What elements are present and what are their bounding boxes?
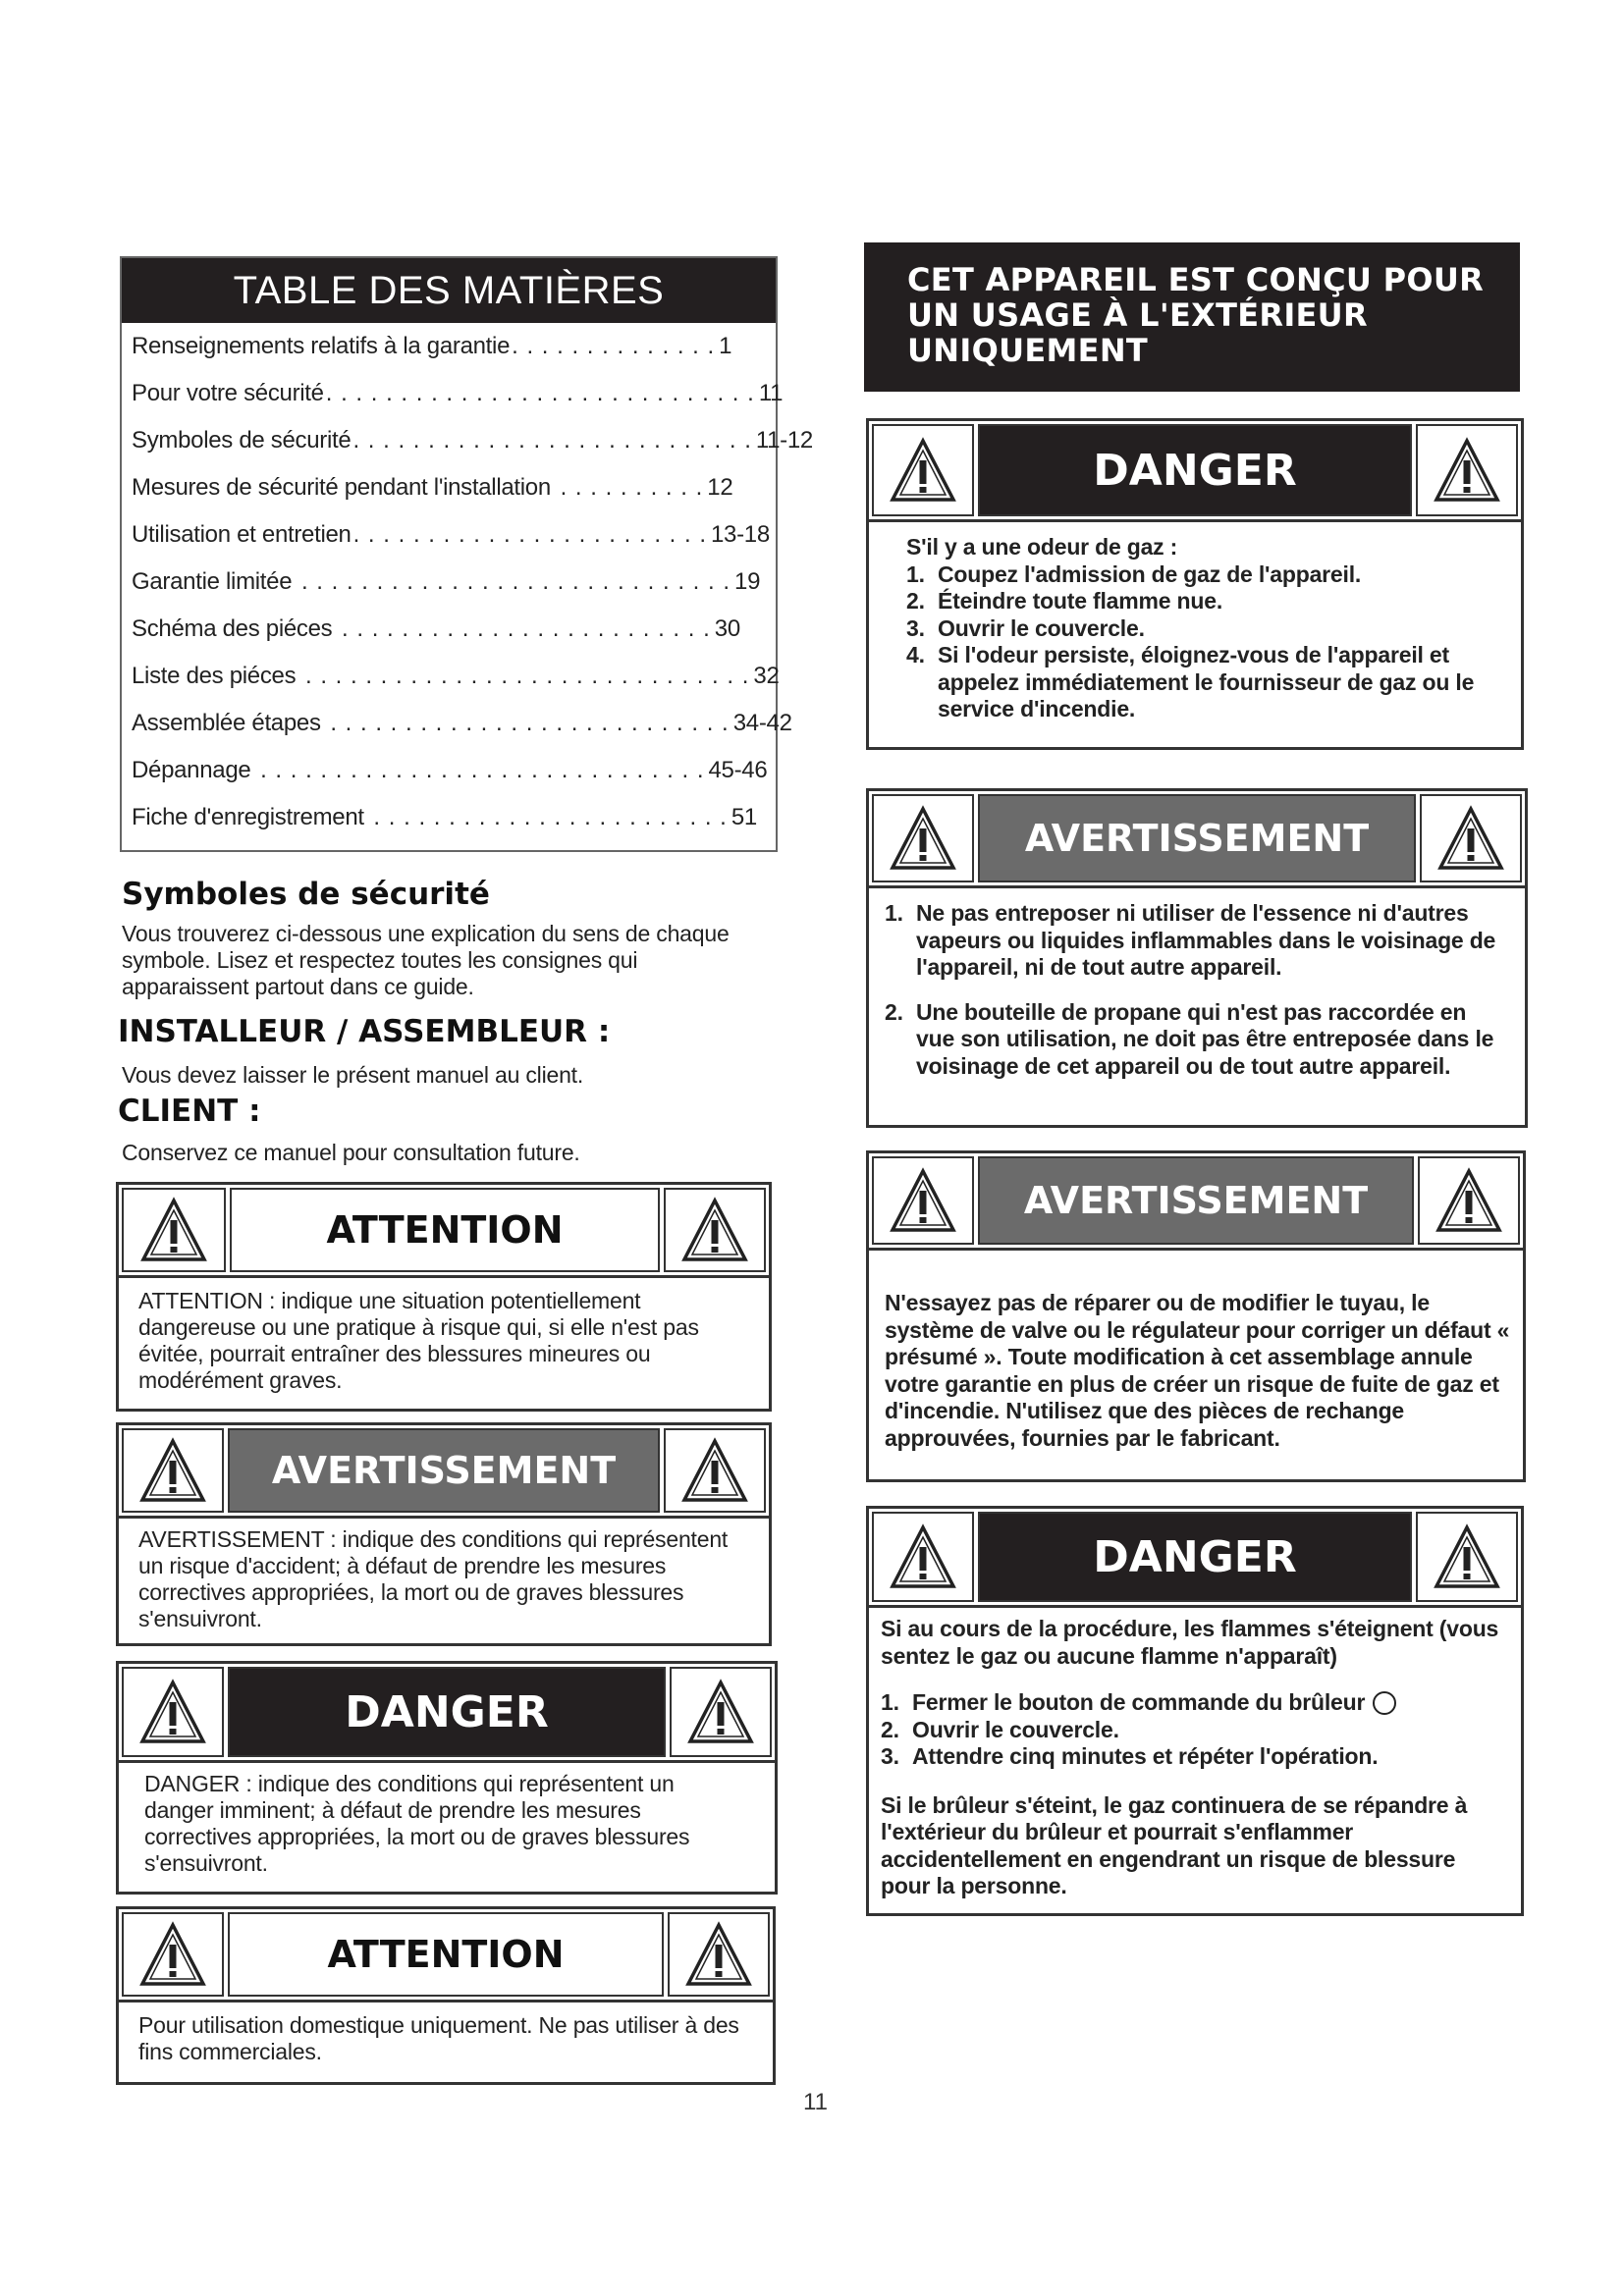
warning-triangle-icon <box>664 1428 766 1513</box>
danger-box <box>116 1661 778 1895</box>
banner-line-3: UNIQUEMENT <box>907 332 1149 369</box>
avertissement-box <box>116 1422 772 1646</box>
list-item-text: Attendre cinq minutes et répéter l'opération. <box>912 1743 1379 1769</box>
toc-entry-dots: . . . . . . . . . . . . . . . . . . . . . . . . . . . <box>352 427 752 454</box>
warning-triangle-icon <box>872 1156 974 1245</box>
toc-list <box>122 323 813 841</box>
list-item-number: 3. <box>881 1743 899 1769</box>
list-item-text: Ne pas entreposer ni utiliser de l'essence ni d'autres vapeurs ou liquides inflammables dans le voisinage de l'appareil, ni de tout autre appareil. <box>916 900 1496 980</box>
warning-triangle-icon <box>1420 794 1522 882</box>
client-text: Conservez ce manuel pour consultation future. <box>122 1140 580 1165</box>
toc-entry <box>132 559 776 606</box>
attention-title: ATTENTION <box>228 1912 664 1997</box>
list-item <box>906 615 1484 643</box>
toc-entry-dots: . . . . . . . . . . . . . . . . . . . . . . . . <box>352 521 707 548</box>
list-item-number: 4. <box>906 642 925 667</box>
toc-entry-page: 51 <box>731 804 757 830</box>
toc-entry-dots: . . . . . . . . . . . . . . . . . . . . . . . . . . . <box>322 710 730 736</box>
danger-intro: S'il y a une odeur de gaz : <box>906 534 1178 560</box>
danger-gas-odor-box <box>866 418 1524 750</box>
toc-entry-dots: . . . . . . . . . . . . . . . . . . . . . . . . . . . . . <box>325 380 755 406</box>
list-item-text: Ouvrir le couvercle. <box>938 614 1145 641</box>
toc-entry <box>132 700 792 747</box>
list-item-number: 2. <box>881 1716 899 1742</box>
safety-symbols-heading: Symboles de sécurité <box>122 877 490 912</box>
list-item-number: 1. <box>906 561 925 587</box>
toc-entry <box>132 606 776 653</box>
toc-entry-label: Fiche d'enregistrement <box>132 804 364 830</box>
list-item-text: Fermer le bouton de commande du brûleur <box>912 1689 1396 1717</box>
toc-entry-label: Mesures de sécurité pendant l'installation <box>132 474 551 501</box>
toc-entry-page: 11 <box>758 380 784 406</box>
banner-line-1: CET APPAREIL EST CONÇU POUR <box>907 261 1485 298</box>
toc-entry-page: 11-12 <box>755 427 813 454</box>
list-item-number: 3. <box>906 614 925 641</box>
table-of-contents <box>120 256 813 852</box>
danger-title: DANGER <box>228 1667 666 1757</box>
attention-box-2 <box>116 1906 776 2085</box>
attention-box-1 <box>116 1182 772 1412</box>
toc-entry-label: Renseignements relatifs à la garantie <box>132 333 511 359</box>
danger-outro: Si le brûleur s'éteint, le gaz continuera de se répandre à l'extérieur du brûleur et pourrait s'enflammer accidentellement en engendrant un risque de blessure pour la personne. <box>881 1791 1468 1898</box>
toc-entry-label: Liste des piéces <box>132 663 297 689</box>
toc-entry-page: 13-18 <box>711 521 770 548</box>
toc-entry-label: Utilisation et entretien <box>132 521 352 548</box>
avertissement-flammables-box <box>866 788 1528 1128</box>
list-item-text: Une bouteille de propane qui n'est pas raccordée en vue son utilisation, ne doit pas être entreposée dans le voisinage de cet appareil ou de tout autre appareil. <box>916 998 1494 1079</box>
toc-entry-dots: . . . . . . . . . . . . . . . . . . . . . . . . . . . . . . <box>298 663 750 689</box>
toc-entry-label: Schéma des piéces <box>132 615 333 642</box>
toc-entry-dots: . . . . . . . . . . . . . . . . . . . . . . . . <box>365 804 728 830</box>
avertissement-title: AVERTISSEMENT <box>228 1428 660 1513</box>
warning-triangle-icon <box>670 1667 772 1757</box>
page-number: 11 <box>803 2089 828 2115</box>
toc-entry <box>132 464 776 511</box>
avertissement-items-list <box>885 900 1509 1080</box>
list-item-number: 2. <box>906 588 925 614</box>
danger-intro: Si au cours de la procédure, les flammes s'éteignent (vous sentez le gaz ou aucune flamme n'apparaît) <box>881 1616 1499 1669</box>
warning-triangle-icon <box>1418 1156 1520 1245</box>
list-item-text: Coupez l'admission de gaz de l'appareil. <box>938 561 1362 587</box>
avertissement-title: AVERTISSEMENT <box>978 1156 1414 1245</box>
list-item <box>885 900 1509 982</box>
toc-entry-dots: . . . . . . . . . . . . . . . . . . . . . . . . . <box>334 615 711 642</box>
toc-entry-page: 12 <box>707 474 733 501</box>
attention-title: ATTENTION <box>230 1188 660 1272</box>
toc-entry-page: 34-42 <box>732 710 792 736</box>
installer-text: Vous devez laisser le présent manuel au client. <box>122 1062 584 1088</box>
list-item <box>881 1717 1509 1744</box>
list-item <box>885 999 1509 1081</box>
client-heading: CLIENT : <box>118 1094 261 1129</box>
warning-triangle-icon <box>664 1188 766 1272</box>
toc-title: TABLE DES MATIÈRES <box>122 258 776 323</box>
toc-entry <box>132 370 784 417</box>
warning-triangle-icon <box>122 1188 226 1272</box>
warning-triangle-icon <box>872 424 974 516</box>
attention-body: ATTENTION : indique une situation potentiellement dangereuse ou une pratique à risque qui, si elle n'est pas évitée, pourrait entraîner des blessures mineures ou modérément graves. <box>138 1288 699 1393</box>
list-item-number: 1. <box>881 1689 899 1715</box>
toc-entry-page: 19 <box>734 568 761 595</box>
warning-triangle-icon <box>122 1912 224 1997</box>
danger-body: DANGER : indique des conditions qui représentent un danger imminent; à défaut de prendre les mesures correctives appropriées, la mort ou de graves blessures s'ensuivront. <box>144 1771 690 1876</box>
toc-entry-dots: . . . . . . . . . . . . . . . . . . . . . . . . . . . . . . <box>252 757 705 783</box>
avertissement-valve-box <box>866 1150 1526 1482</box>
warning-triangle-icon <box>122 1667 224 1757</box>
toc-entry <box>132 417 813 464</box>
list-item <box>906 561 1484 589</box>
toc-entry-page: 45-46 <box>708 757 768 783</box>
warning-triangle-icon <box>668 1912 770 1997</box>
toc-entry <box>132 794 776 841</box>
toc-entry-page: 1 <box>719 333 732 359</box>
toc-entry-label: Assemblée étapes <box>132 710 321 736</box>
list-item-number: 2. <box>885 998 903 1025</box>
warning-triangle-icon <box>872 794 974 882</box>
toc-entry <box>132 511 776 559</box>
list-item <box>881 1743 1509 1771</box>
banner-line-2: UN USAGE À L'EXTÉRIEUR <box>907 296 1368 334</box>
toc-entry-page: 32 <box>753 663 780 689</box>
list-item <box>906 642 1484 723</box>
toc-entry-label: Symboles de sécurité <box>132 427 352 454</box>
burner-knob-icon <box>1373 1691 1396 1715</box>
toc-entry <box>132 323 776 370</box>
toc-entry-dots: . . . . . . . . . . <box>552 474 704 501</box>
danger-flame-out-box <box>866 1506 1524 1916</box>
list-item-text: Éteindre toute flamme nue. <box>938 588 1223 614</box>
avertissement-title: AVERTISSEMENT <box>978 794 1416 882</box>
danger-steps-list <box>906 561 1484 723</box>
danger-title: DANGER <box>978 1512 1412 1602</box>
toc-entry <box>132 653 780 700</box>
list-item <box>906 588 1484 615</box>
toc-entry-label: Garantie limitée <box>132 568 293 595</box>
toc-entry-dots: . . . . . . . . . . . . . . <box>512 333 716 359</box>
toc-entry-dots: . . . . . . . . . . . . . . . . . . . . . . . . . . . . . <box>294 568 731 595</box>
warning-triangle-icon <box>122 1428 224 1513</box>
warning-triangle-icon <box>872 1512 974 1602</box>
avertissement-body: N'essayez pas de réparer ou de modifier le tuyau, le système de valve ou le régulateur pour corriger un défaut « présumé ». Toute modification à cet assemblage annule votre garantie en plus de créer un risque de fuite de gaz et d'incendie. N'utilisez que des pièces de rechange approuvées, fournies par le fabricant. <box>885 1290 1510 1451</box>
installer-heading: INSTALLEUR / ASSEMBLEUR : <box>118 1014 611 1049</box>
safety-symbols-intro: Vous trouverez ci-dessous une explication du sens de chaque symbole. Lisez et respectez toutes les consignes qui apparaissent partout dans ce guide. <box>122 921 730 999</box>
warning-triangle-icon <box>1416 424 1518 516</box>
toc-entry <box>132 747 776 794</box>
warning-triangle-icon <box>1416 1512 1518 1602</box>
toc-entry-page: 30 <box>714 615 740 642</box>
avertissement-body: AVERTISSEMENT : indique des conditions qui représentent un risque d'accident; à défaut de prendre les mesures correctives appropriées, la mort ou de graves blessures s'ensuivront. <box>138 1526 729 1631</box>
list-item-text: Si l'odeur persiste, éloignez-vous de l'appareil et appelez immédiatement le fournisseur de gaz ou le service d'incendie. <box>938 642 1475 721</box>
danger-title: DANGER <box>978 424 1412 516</box>
attention-body: Pour utilisation domestique uniquement. Ne pas utiliser à des fins commerciales. <box>138 2012 739 2064</box>
toc-entry-label: Dépannage <box>132 757 251 783</box>
list-item-number: 1. <box>885 900 903 926</box>
list-item <box>881 1689 1509 1717</box>
toc-entry-label: Pour votre sécurité <box>132 380 324 406</box>
outdoor-use-banner <box>864 242 1520 392</box>
list-item-text: Ouvrir le couvercle. <box>912 1716 1119 1742</box>
danger-steps-list <box>881 1689 1509 1771</box>
